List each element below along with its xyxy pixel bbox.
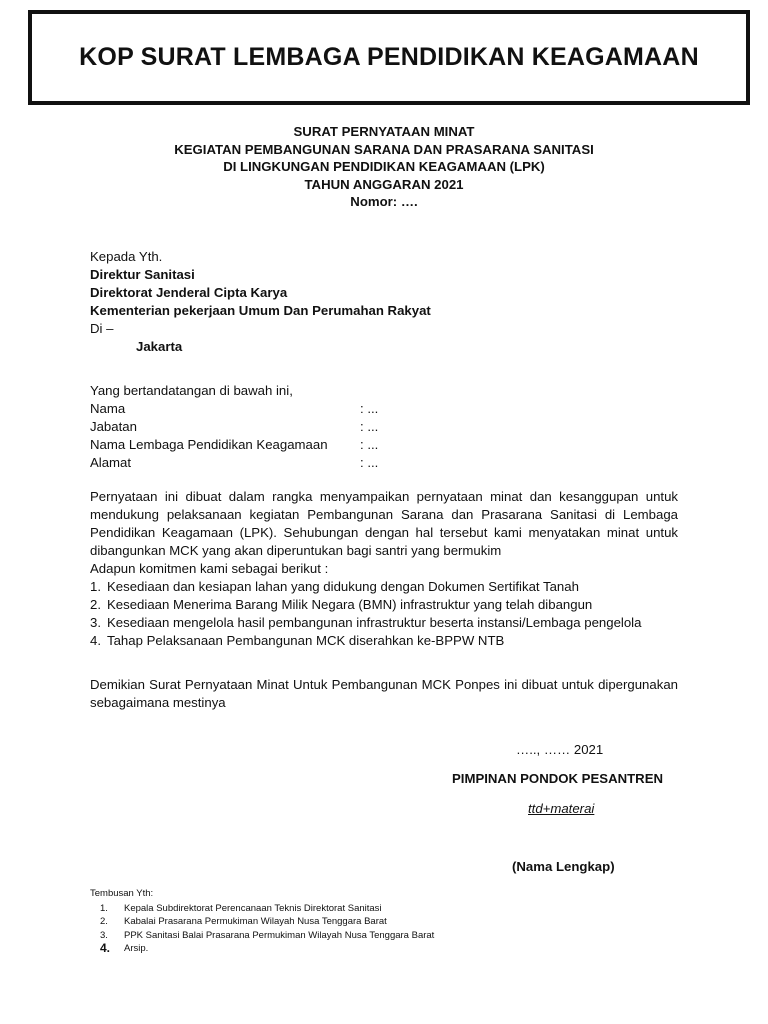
list-number: 4. (90, 633, 101, 648)
recipient-line: Direktur Sanitasi (90, 267, 195, 282)
recipient-city: Jakarta (136, 339, 183, 354)
identity-block (90, 382, 410, 472)
identity-row (90, 436, 410, 454)
body-block (90, 488, 678, 650)
recipient-greeting: Kepada Yth. (90, 249, 163, 264)
list-number: 3. (100, 929, 108, 941)
body-paragraph: Pernyataan ini dibuat dalam rangka menyampaikan pernyataan minat dan kesanggupan untuk mendukung pelaksanaan kegiatan Pembangunan Sarana dan Prasarana Sanitasi di Lembaga Pendidikan Keagamaan (LPK). Sehubungan dengan hal tersebut kami menyatakan minat untuk dibangunkan MCK yang akan diperuntukan bagi santri yang bermukim (90, 489, 678, 558)
identity-intro: Yang bertandatangan di bawah ini, (90, 383, 293, 398)
letterhead-title: KOP SURAT LEMBAGA PENDIDIKAN KEAGAMAAN (79, 43, 699, 71)
cc-title: Tembusan Yth: (90, 888, 154, 899)
identity-value: : ... (360, 401, 379, 416)
identity-value: : ... (360, 419, 379, 434)
list-text: Kabalai Prasarana Permukiman Wilayah Nusa Tenggara Barat (124, 916, 387, 927)
identity-label: Nama (90, 401, 126, 416)
identity-row (90, 400, 410, 418)
identity-label: Jabatan (90, 419, 137, 434)
recipient-line: Direktorat Jenderal Cipta Karya (90, 285, 288, 300)
signature-title: PIMPINAN PONDOK PESANTREN (452, 771, 664, 786)
heading-line: KEGIATAN PEMBANGUNAN SARANA DAN PRASARANA SANITASI (174, 141, 594, 157)
list-item (90, 596, 678, 614)
identity-label: Nama Lembaga Pendidikan Keagamaan (90, 437, 328, 452)
list-item (90, 614, 678, 632)
identity-row (90, 418, 410, 436)
list-item (90, 942, 434, 956)
letter-number: Nomor: …. (350, 194, 418, 209)
list-item (90, 915, 434, 929)
list-item (90, 632, 678, 650)
list-number: 1. (90, 579, 101, 594)
commitment-intro: Adapun komitmen kami sebagai berikut : (90, 561, 329, 576)
identity-value: : ... (360, 455, 379, 470)
commitment-list (90, 578, 678, 650)
list-item (90, 902, 434, 916)
list-number: 1. (100, 902, 108, 914)
list-item (90, 578, 678, 596)
letter-heading (0, 123, 768, 211)
list-item (90, 929, 434, 943)
list-text: Kesediaan dan kesiapan lahan yang didukung dengan Dokumen Sertifikat Tanah (107, 579, 579, 594)
list-text: Kesediaan mengelola hasil pembangunan infrastruktur beserta instansi/Lembaga pengelola (107, 615, 642, 630)
list-number: 3. (90, 615, 101, 630)
recipient-block (90, 248, 431, 356)
carbon-copy-block (90, 887, 434, 956)
identity-row (90, 454, 410, 472)
list-number: 2. (90, 597, 101, 612)
recipient-line: Kementerian pekerjaan Umum Dan Perumahan Rakyat (90, 303, 431, 318)
list-text: Kesediaan Menerima Barang Milik Negara (BMN) infrastruktur yang telah dibangun (107, 597, 593, 612)
identity-value: : ... (360, 437, 379, 452)
signature-date: ….., …… 2021 (516, 742, 604, 757)
signature-stamp-note: ttd+materai (528, 801, 595, 816)
list-text: Tahap Pelaksanaan Pembangunan MCK diserahkan ke-BPPW NTB (107, 633, 505, 648)
list-number: 2. (100, 916, 108, 927)
heading-line: DI LINGKUNGAN PENDIDIKAN KEAGAMAAN (LPK) (223, 159, 545, 174)
recipient-di: Di – (90, 321, 114, 336)
list-text: Arsip. (124, 943, 149, 954)
identity-label: Alamat (90, 455, 132, 470)
list-text: PPK Sanitasi Balai Prasarana Permukiman Wilayah Nusa Tenggara Barat (124, 929, 435, 941)
letterhead-box (28, 10, 750, 105)
closing-paragraph: Demikian Surat Pernyataan Minat Untuk Pembangunan MCK Ponpes ini dibuat untuk dipergunakan sebagaimana mestinya (90, 677, 678, 710)
cc-list (90, 902, 434, 956)
signature-name: (Nama Lengkap) (512, 859, 615, 874)
list-number: 4. (100, 941, 111, 955)
heading-line: TAHUN ANGGARAN 2021 (304, 176, 464, 192)
heading-line: SURAT PERNYATAAN MINAT (293, 124, 475, 139)
list-text: Kepala Subdirektorat Perencanaan Teknis Direktorat Sanitasi (124, 902, 382, 914)
